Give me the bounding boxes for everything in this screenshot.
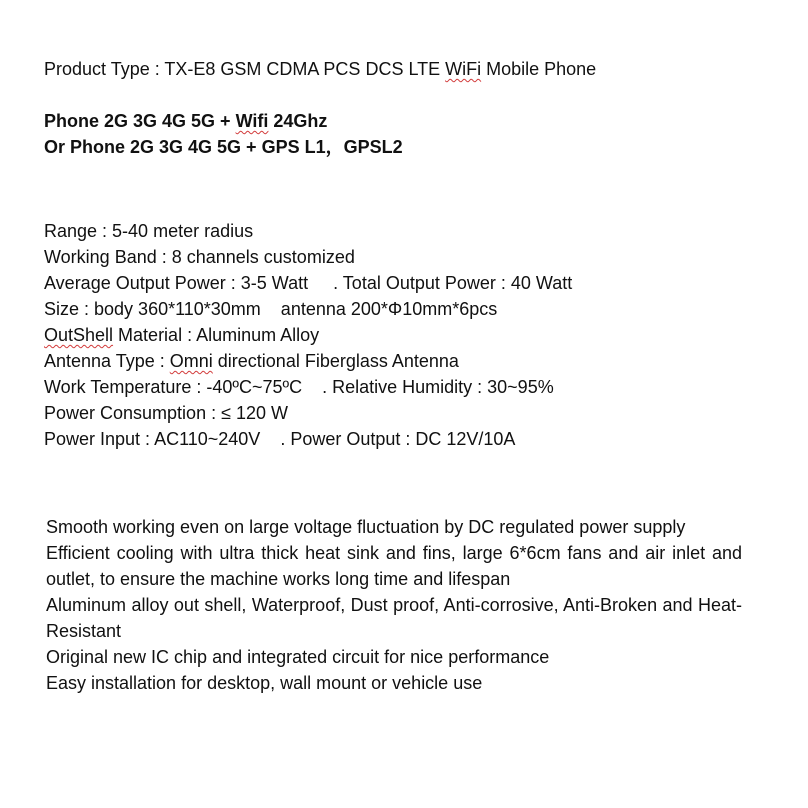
feature-item: Smooth working even on large voltage fluctuation by DC regulated power supply [46,517,686,537]
feature-item: Original new IC chip and integrated circuit for nice performance [46,647,550,667]
spec-antenna-omni-word: Omni [169,351,213,371]
feature-item: Aluminum alloy out shell, Waterproof, Dust proof, Anti-corrosive, Anti-Broken and Heat-Resistant [46,595,742,641]
feature-list [46,514,742,696]
config-line-2: Or Phone 2G 3G 4G 5G + GPS L1，GPSL2 [44,137,403,157]
spec-outshell-word: OutShell [44,325,114,345]
product-type-suffix: Mobile Phone [481,59,597,79]
spec-outshell [44,322,319,348]
product-type-line [44,56,596,82]
product-type-wifi-word: WiFi [445,59,482,79]
spec-power-input: Power Input : AC110~240V . Power Output : DC 12V/10A [44,429,516,449]
spec-temperature: Work Temperature : -40ºC~75ºC . Relative Humidity : 30~95% [44,377,554,397]
product-type-prefix: Product Type : TX-E8 GSM CDMA PCS DCS LTE [44,59,446,79]
feature-item: Easy installation for desktop, wall mount or vehicle use [46,673,483,693]
config-line-1-wifi-word: Wifi [235,111,269,131]
spec-outshell-suffix: Material : Aluminum Alloy [113,325,320,345]
spec-antenna-prefix: Antenna Type : [44,351,170,371]
spec-output-power: Average Output Power : 3-5 Watt . Total Output Power : 40 Watt [44,273,573,293]
config-line-1-suffix: 24Ghz [268,111,328,131]
spec-working-band: Working Band : 8 channels customized [44,247,355,267]
spec-size: Size : body 360*110*30mm antenna 200*Φ10mm*6pcs [44,299,498,319]
config-line-1-prefix: Phone 2G 3G 4G 5G + [44,111,236,131]
feature-item: Efficient cooling with ultra thick heat sink and fins, large 6*6cm fans and air inlet and outlet, to ensure the machine works long time and lifespan [46,543,742,589]
spec-consumption: Power Consumption : ≤ 120 W [44,403,288,423]
spec-antenna-suffix: directional Fiberglass Antenna [212,351,459,371]
config-line-1 [44,108,327,134]
spec-antenna [44,348,459,374]
spec-range: Range : 5-40 meter radius [44,221,254,241]
